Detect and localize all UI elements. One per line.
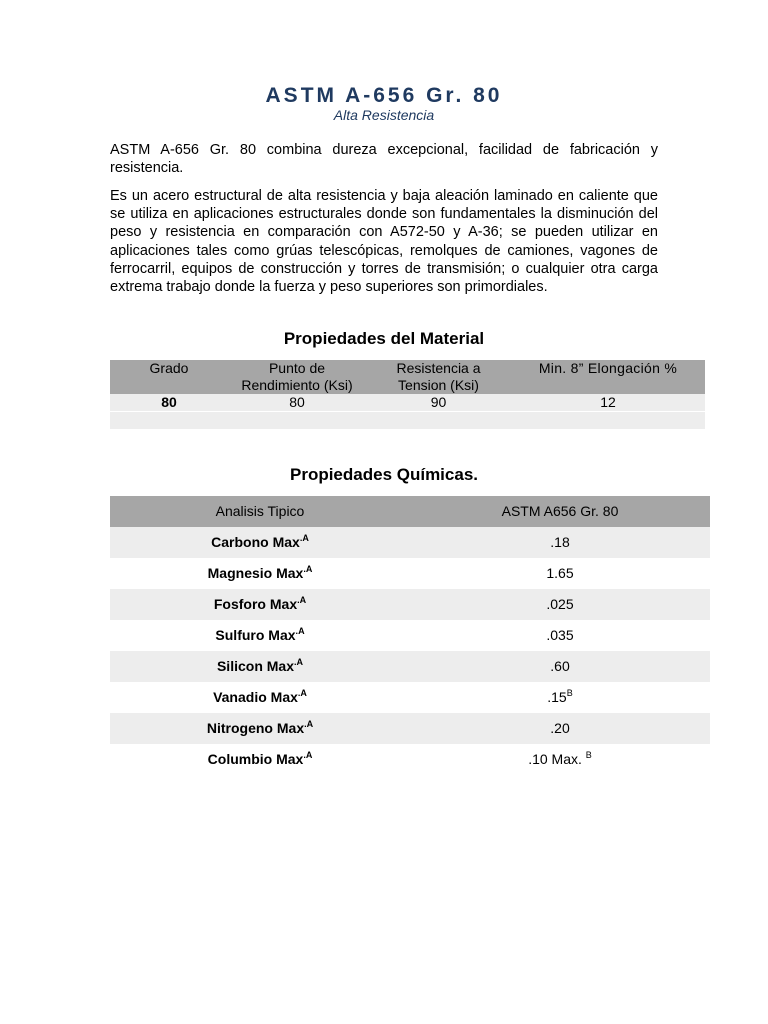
footnote-prefix: . [297, 595, 300, 605]
chemical-table-row [110, 620, 710, 651]
footnote-letter: A [305, 750, 313, 760]
header-grado: Grado [149, 360, 189, 376]
chemical-table-row [110, 682, 710, 713]
cell-punto: 80 [289, 394, 305, 410]
element-value-text: .60 [550, 658, 570, 674]
element-name [110, 565, 410, 581]
element-name [110, 689, 410, 705]
header-analysis: Analisis Tipico [215, 503, 305, 519]
chemical-table-row [110, 527, 710, 558]
element-name-text: Sulfuro Max [215, 627, 296, 643]
element-name [110, 596, 410, 612]
header-resistencia-line2: Tension (Ksi) [398, 377, 479, 393]
element-value [410, 627, 710, 643]
footnote-marker [297, 595, 306, 605]
footnote-prefix: . [303, 564, 306, 574]
cell-resistencia: 90 [430, 394, 447, 410]
header-punto-line2: Rendimiento (Ksi) [241, 377, 353, 393]
element-value [410, 534, 710, 550]
element-value [410, 751, 710, 767]
element-name-text: Silicon Max [216, 658, 294, 674]
chemical-table-header [110, 496, 710, 527]
material-section-title: Propiedades del Material [283, 329, 485, 348]
footnote-letter: A [305, 564, 313, 574]
element-value [410, 565, 710, 581]
element-value-text: .20 [550, 720, 570, 736]
element-value-text: .15 [547, 689, 567, 705]
element-value [410, 596, 710, 612]
element-name [110, 534, 410, 550]
material-table-row [110, 394, 705, 411]
footnote-prefix: . [297, 688, 301, 698]
footnote-letter: A [302, 533, 309, 543]
footnote-marker [296, 626, 305, 636]
cell-elongacion: 12 [600, 394, 616, 410]
element-value [410, 720, 710, 736]
document-title: ASTM A-656 Gr. 80 [265, 84, 503, 107]
chemical-table-row [110, 589, 710, 620]
document-subtitle: Alta Resistencia [333, 107, 435, 123]
footnote-marker [298, 688, 307, 698]
footnote-prefix: . [299, 533, 303, 543]
value-footnote-marker: B [585, 750, 592, 760]
footnote-letter: A [298, 626, 305, 636]
element-name-text: Nitrogeno Max [206, 720, 305, 736]
chemical-table-row [110, 713, 710, 744]
footnote-letter: A [299, 595, 307, 605]
chemical-section-title: Propiedades Químicas. [289, 465, 478, 484]
footnote-marker [294, 657, 303, 667]
cell-grado: 80 [161, 394, 177, 410]
footnote-letter: A [300, 688, 307, 698]
element-name [110, 720, 410, 736]
value-footnote-marker: B [566, 688, 573, 698]
footnote-prefix: . [294, 657, 297, 667]
element-value-text: .025 [546, 596, 574, 612]
element-value-text: .18 [550, 534, 570, 550]
element-value-text: .10 Max. [528, 751, 586, 767]
footnote-letter: A [306, 719, 314, 729]
footnote-marker [303, 750, 312, 760]
element-name [110, 627, 410, 643]
element-value [410, 689, 710, 705]
element-name [110, 658, 410, 674]
header-punto-line1: Punto de [268, 360, 326, 376]
footnote-marker [300, 533, 309, 543]
footnote-prefix: . [303, 750, 306, 760]
header-resistencia-line1: Resistencia a [396, 360, 481, 376]
material-table-empty-row [110, 412, 705, 429]
footnote-marker [304, 719, 313, 729]
footnote-letter: A [296, 657, 304, 667]
element-name-text: Magnesio Max [207, 565, 304, 581]
chemical-table-row [110, 558, 710, 589]
footnote-marker [303, 564, 312, 574]
header-spec: ASTM A656 Gr. 80 [501, 503, 619, 519]
element-name-text: Fosforo Max [213, 596, 298, 612]
footnote-prefix: . [304, 719, 307, 729]
chemical-table-row [110, 651, 710, 682]
intro-paragraph-1: ASTM A-656 Gr. 80 combina dureza excepcional, facilidad de fabricación y resistencia. [110, 142, 658, 177]
footnote-prefix: . [295, 626, 299, 636]
material-table-header [110, 360, 705, 394]
element-name-text: Carbono Max [211, 534, 300, 550]
element-name-text: Vanadio Max [213, 689, 298, 705]
header-elongacion: Min. 8” Elongación % [538, 360, 678, 376]
chemical-table-row [110, 744, 710, 775]
element-value-text: 1.65 [546, 565, 574, 581]
element-name-text: Columbio Max [207, 751, 304, 767]
element-value [410, 658, 710, 674]
element-value-text: .035 [546, 627, 574, 643]
intro-paragraph-2: Es un acero estructural de alta resistencia y baja aleación laminado en caliente que se utiliza en aplicaciones estructurales donde son fundamentales la disminución del peso y resistencia en comparación con A572-50 y A-36; se pueden utilizar en aplicaciones tales como grúas telescópicas, remolques de camiones, vagones de ferrocarril, equipos de construcción y torres de transmisión; o cualquier otra carga extrema trabajo donde la fuerza y peso superiores son primordiales. [110, 188, 658, 296]
element-name [110, 751, 410, 767]
